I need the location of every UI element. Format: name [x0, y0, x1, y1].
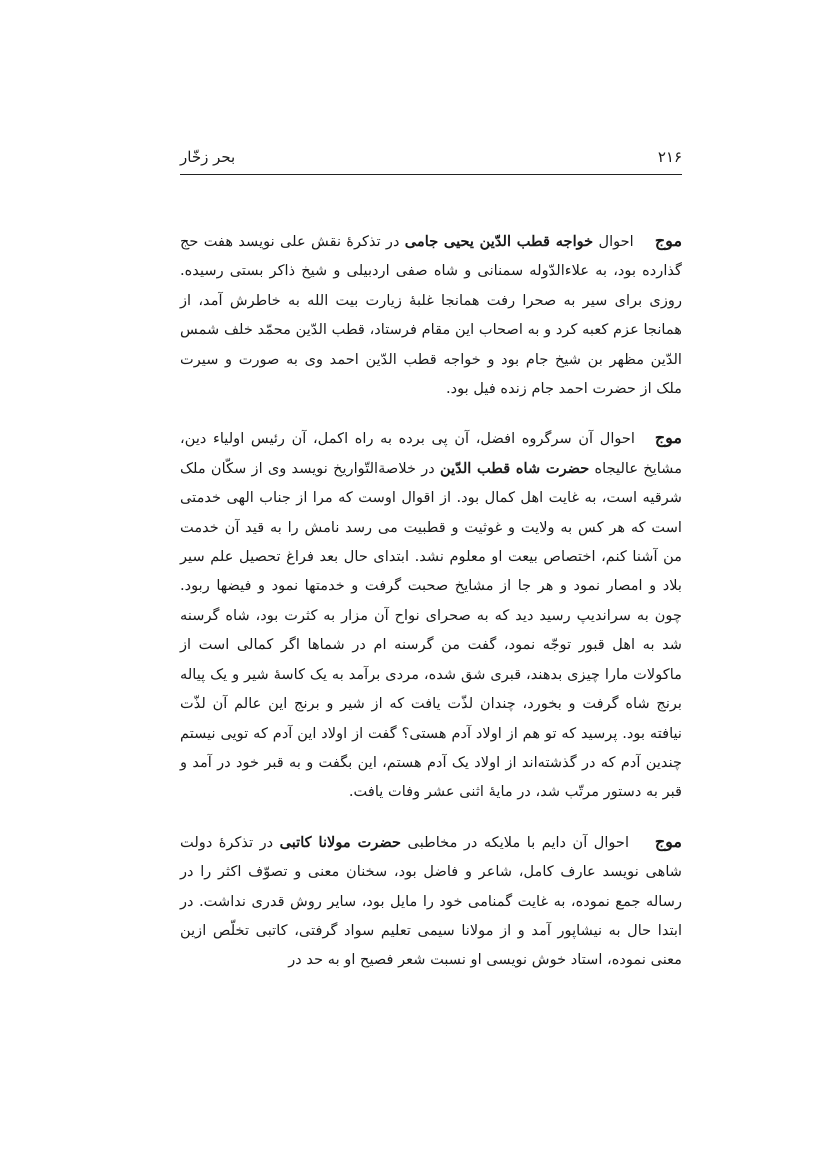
paragraph-body-text: در تذکرهٔ نقش علی نویسد هفت حج گذارده بود، به علاءالدّوله سمنانی و شاه صفی اردبیلی و شیخ ذاکر بستی رسیده. روزی برای سیر به صحرا رفت همانجا غلبهٔ زیارت بیت الله به خاطرش آمد، از همانجا عزم کعبه کرد و به اصحاب این مقام فرستاد، قطب الدّین محمّد خلف شمس الدّین مظهر بن شیخ جام بود و خواجه قطب الدّین احمد وی به صورت و سیرت ملک از حضرت احمد جام زنده فیل بود.	[180, 233, 682, 398]
paragraph-keyword: موج	[654, 428, 682, 448]
paragraph-body-text: در تذکرهٔ دولت شاهی نویسد عارف کامل، شاعر و فاضل بود، سخنان معنی و تصوّف اکثر را در رساله جمع نموده، به غایت گمنامی خود را مایل بود، سایر روش قدری نداشت. در ابتدا حال به نیشاپور آمد و از مولانا سیمی تعلیم سواد گرفتی، کاتبی تخلّص ازین معنی نموده، استاد خوش نویسی او نسبت شعر فصیح او به حد در	[180, 833, 682, 969]
person-name: حضرت مولانا کاتبی	[279, 833, 402, 851]
person-name: خواجه قطب الدّین یحیی جامی	[404, 233, 594, 250]
paragraph-keyword: موج	[654, 831, 682, 851]
paragraph-lead-text: احوال آن سرگروه افضل، آن پی برده به راه اکمل، آن رئیس اولیاء دین، مشایخ عالیجاه	[180, 430, 683, 477]
paragraph-lead-text: احوال	[598, 233, 634, 250]
running-header	[180, 146, 682, 175]
paragraph-3	[180, 827, 682, 975]
body-text	[180, 226, 682, 975]
paragraph-2	[180, 423, 682, 806]
book-title: بحر زخّار	[180, 148, 236, 166]
paragraph-body-text: در خلاصةالتّواریخ نویسد وی از سکّان ملک شرقیه است، به غایت اهل کمال بود. از اقوال اوست که مرا از جناب الهی خدمتی است که هر کس به ولایت و غوثیت و قطبیت می رسد نامش را به قید آن خدمت من آشنا کنم، اختصاص بیعت او معلوم نشد. ابتدای حال بعد فراغ تحصیل علم سیر بلاد و امصار نمود و هر جا از مشایخ صحبت گرفت و خدمتها نمود و فیضها ربود. چون به سراندیپ رسید دید که به صحرای نواح آن مزار به کثرت بود، شاه گرسنه شد به اهل قبور توجّه نمود، گفت من گرسنه ام در شماها اگر کمالی است از ماکولات مارا چیزی بدهند، قبری شق شده، مردی برآمد به یک کاسهٔ شیر و یک پیاله برنج شاه گرفت و بخورد، چندان لذّت یافت که از شیر و برنج این عالم آن لذّت نیافته بود. پرسید که تو هم از اولاد آدم هستی؟ گفت از اولاد این آدم که تویی نیستم چندین آدم که در گذشته‌اند از اولاد یک آدم هستم، این بگفت و به قبر خود در آمد و قبر به دستور مرتّب شد، در مایهٔ اثنی عشر وفات یافت.	[180, 459, 682, 801]
paragraph-1	[180, 226, 682, 403]
page-number: ۲۱۶	[657, 148, 682, 166]
person-name: حضرت شاه قطب الدّین	[440, 459, 590, 477]
paragraph-lead-text: احوال آن دایم با ملایکه در مخاطبی	[407, 833, 630, 851]
paragraph-keyword: موج	[654, 231, 683, 250]
